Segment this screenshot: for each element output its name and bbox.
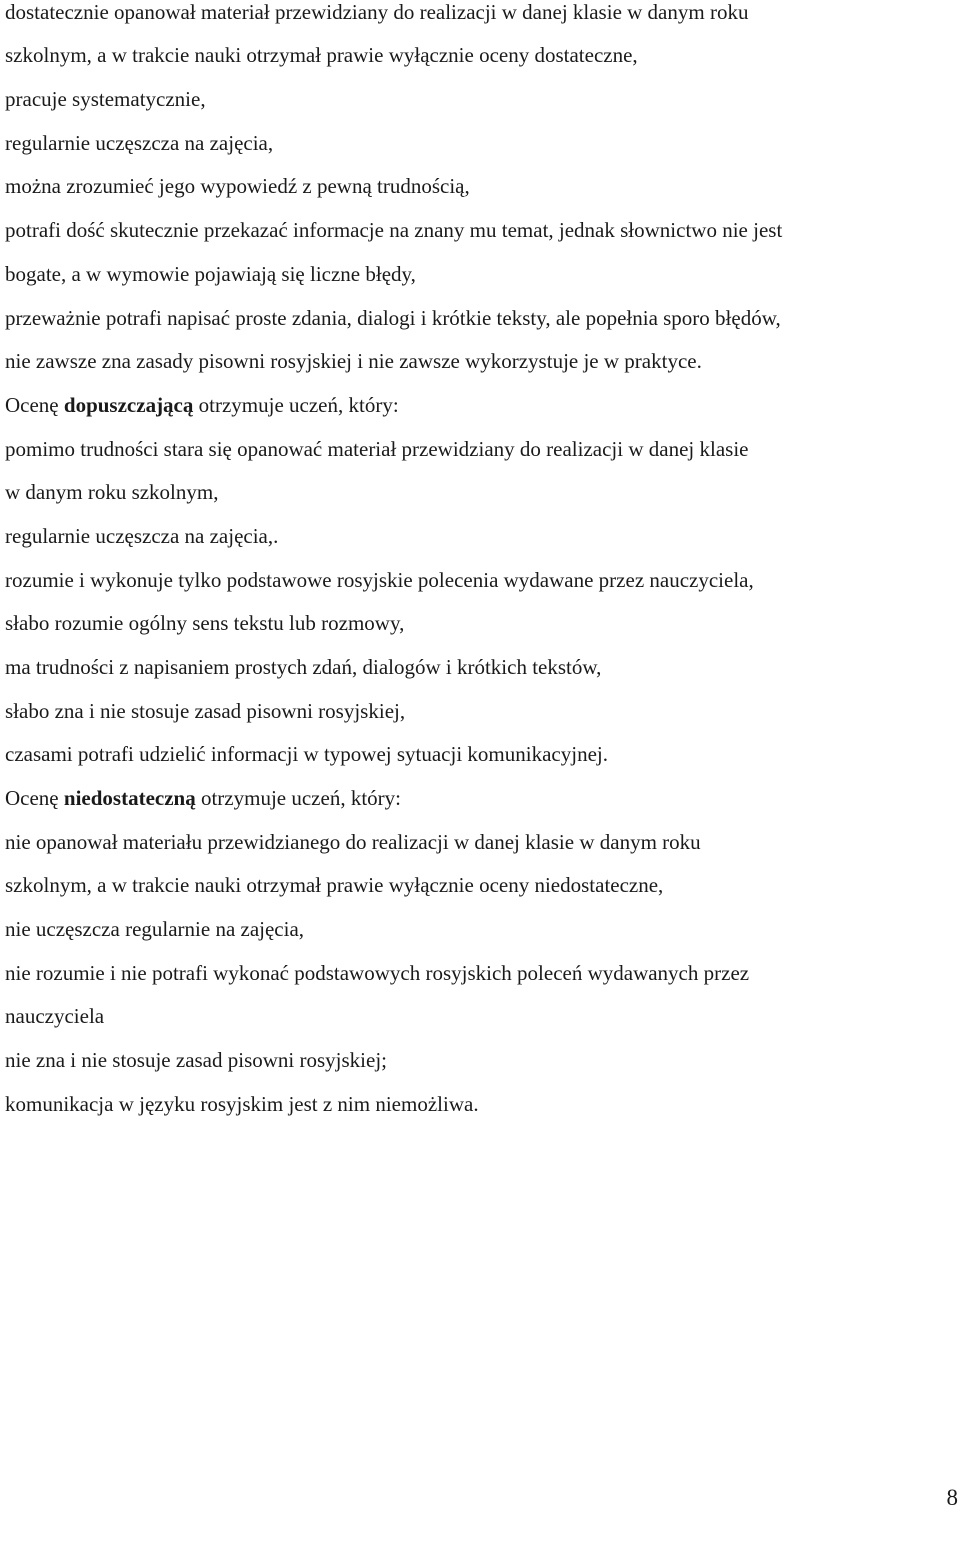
text-line: potrafi dość skutecznie przekazać informacje na znany mu temat, jednak słownictwo nie jest [5, 218, 783, 242]
text-line: nie uczęszcza regularnie na zajęcia, [5, 917, 305, 941]
grade-heading-prefix: Ocenę [5, 786, 64, 810]
text-line: nauczyciela [5, 1004, 105, 1028]
text-line: ma trudności z napisaniem prostych zdań, dialogów i krótkich tekstów, [5, 655, 602, 679]
text-line: nie rozumie i nie potrafi wykonać podstawowych rosyjskich poleceń wydawanych przez [5, 961, 750, 985]
text-line: w danym roku szkolnym, [5, 480, 219, 504]
page-number: 8 [946, 1485, 958, 1510]
text-line: regularnie uczęszcza na zajęcia,. [5, 524, 279, 548]
grade-name: dopuszczającą [63, 393, 194, 417]
grade-heading-suffix: otrzymuje uczeń, który: [195, 786, 401, 810]
grade-name: niedostateczną [63, 786, 196, 810]
text-line: rozumie i wykonuje tylko podstawowe rosyjskie polecenia wydawane przez nauczyciela, [5, 568, 754, 592]
grade-heading-dopuszczajaca [5, 395, 399, 416]
text-line: bogate, a w wymowie pojawiają się liczne błędy, [5, 262, 416, 286]
text-line: słabo zna i nie stosuje zasad pisowni rosyjskiej, [5, 699, 406, 723]
grade-heading-prefix: Ocenę [5, 393, 64, 417]
text-line: nie opanował materiału przewidzianego do realizacji w danej klasie w danym roku [5, 830, 701, 854]
grade-heading-niedostateczna [5, 788, 401, 809]
text-line: nie zawsze zna zasady pisowni rosyjskiej i nie zawsze wykorzystuje je w praktyce. [5, 349, 702, 373]
text-line: słabo rozumie ogólny sens tekstu lub rozmowy, [5, 611, 405, 635]
text-line: pomimo trudności stara się opanować materiał przewidziany do realizacji w danej klasie [5, 437, 749, 461]
text-line: dostatecznie opanował materiał przewidziany do realizacji w danej klasie w danym roku [5, 0, 749, 24]
text-line: można zrozumieć jego wypowiedź z pewną trudnością, [5, 174, 470, 198]
text-line: nie zna i nie stosuje zasad pisowni rosyjskiej; [5, 1048, 388, 1072]
text-line: pracuje systematycznie, [5, 87, 206, 111]
text-line: szkolnym, a w trakcie nauki otrzymał prawie wyłącznie oceny dostateczne, [5, 43, 638, 67]
grade-heading-suffix: otrzymuje uczeń, który: [193, 393, 399, 417]
text-line: komunikacja w języku rosyjskim jest z nim niemożliwa. [5, 1092, 479, 1116]
text-line: czasami potrafi udzielić informacji w typowej sytuacji komunikacyjnej. [5, 742, 608, 766]
text-line: przeważnie potrafi napisać proste zdania, dialogi i krótkie teksty, ale popełnia sporo błędów, [5, 306, 781, 330]
text-line: szkolnym, a w trakcie nauki otrzymał prawie wyłącznie oceny niedostateczne, [5, 873, 664, 897]
text-line: regularnie uczęszcza na zajęcia, [5, 131, 274, 155]
